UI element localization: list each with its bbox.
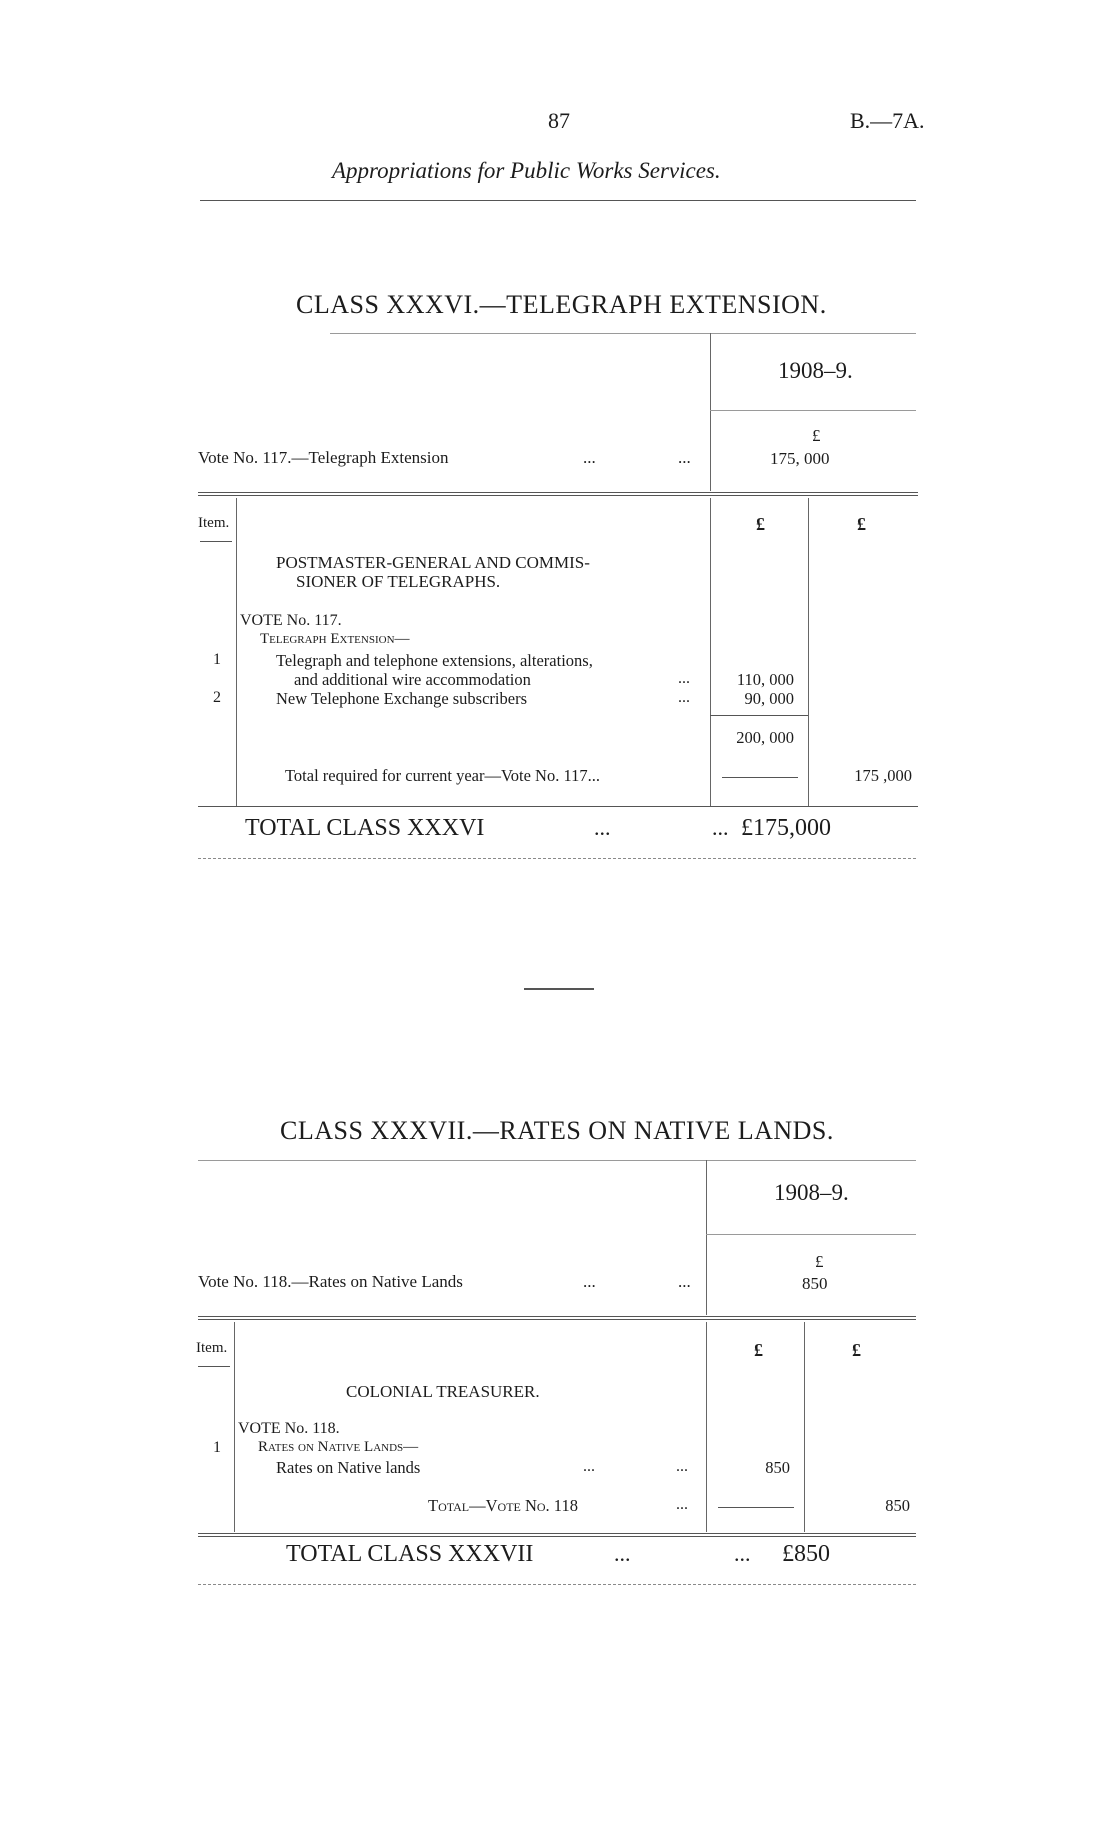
- item-2-description: New Telephone Exchange subscribers: [276, 689, 527, 708]
- class-37-item-header: Item.: [196, 1340, 228, 1356]
- section-separator: [524, 988, 594, 990]
- class-36-year-rule: [710, 410, 916, 411]
- class-36-table-top-rule: [198, 492, 918, 496]
- class-37-total-dots-2: ...: [734, 1541, 751, 1566]
- class-37-total-dots-1: ...: [614, 1541, 631, 1566]
- vote-117-subhead: Telegraph Extension—: [260, 631, 410, 647]
- item-37-1-dots-1: ...: [583, 1458, 595, 1475]
- class-36-subtotal: 200, 000: [736, 728, 794, 747]
- item-37-1-description: Rates on Native lands: [276, 1458, 421, 1477]
- item-37-1-number: 1: [213, 1439, 221, 1456]
- class-37-summary-divider: [706, 1160, 707, 1315]
- class-36-title-rule: [330, 333, 916, 334]
- item-1-number: 1: [213, 651, 221, 668]
- class-37-total-label: TOTAL CLASS XXXVII: [286, 1541, 534, 1567]
- vote-118-amount: 850: [802, 1274, 828, 1293]
- item-2-amount: 90, 000: [744, 689, 794, 708]
- class-36-col2-currency: £: [857, 514, 866, 534]
- class-37-col1-currency: £: [754, 1340, 763, 1360]
- class-36-summary-divider: [710, 333, 711, 491]
- page-number: 87: [548, 108, 570, 133]
- item-1-description-line-1: Telegraph and telephone extensions, alterations,: [276, 651, 593, 670]
- page-subtitle: Appropriations for Public Works Services.: [332, 158, 721, 183]
- class-36-total-label: TOTAL CLASS XXXVI: [245, 815, 485, 841]
- class-37-currency: £: [815, 1252, 824, 1271]
- class-36-bottom-rule: [198, 858, 916, 859]
- class-37-item-col-line: [234, 1322, 235, 1532]
- item-37-1-amount: 850: [765, 1458, 790, 1477]
- class-37-total-amount: £850: [782, 1541, 830, 1567]
- class-36-currency: £: [812, 426, 821, 445]
- class-36-title: CLASS XXXVI.—TELEGRAPH EXTENSION.: [296, 290, 827, 319]
- item-1-description-line-2: and additional wire accommodation: [294, 670, 531, 689]
- class-37-item-header-rule: [198, 1366, 230, 1367]
- vote-118-subhead: Rates on Native Lands—: [258, 1439, 419, 1455]
- class-36-total-amount: £175,000: [741, 815, 831, 841]
- vote-118-total-dash: [718, 1507, 794, 1508]
- header-rule: [200, 200, 916, 201]
- class-37-amount-col-line: [706, 1322, 707, 1532]
- class-37-title: CLASS XXXVII.—RATES ON NATIVE LANDS.: [280, 1116, 834, 1145]
- vote-118-number: VOTE No. 118.: [238, 1420, 340, 1437]
- class-37-col2-currency: £: [852, 1340, 861, 1360]
- item-2-dots: ...: [678, 689, 690, 706]
- item-1-amount: 110, 000: [736, 670, 794, 689]
- class-36-total-dots-2: ...: [712, 815, 729, 840]
- vote-117-total-amount: 175 ,000: [854, 766, 912, 785]
- class-37-year: 1908–9.: [774, 1180, 849, 1205]
- document-reference: B.—7A.: [850, 108, 925, 133]
- class-36-table-bottom-rule: [198, 806, 918, 807]
- vote-118-total-dots: ...: [676, 1496, 688, 1513]
- vote-117-dots-1: ...: [583, 448, 596, 467]
- vote-117-total-dash: [722, 777, 798, 778]
- class-36-department-line-2: SIONER OF TELEGRAPHS.: [296, 572, 501, 591]
- class-36-item-header-rule: [200, 541, 232, 542]
- vote-118-total-amount: 850: [885, 1496, 910, 1515]
- vote-117-number: VOTE No. 117.: [240, 612, 342, 629]
- vote-118-label: Vote No. 118.—Rates on Native Lands: [198, 1272, 463, 1291]
- vote-117-dots-2: ...: [678, 448, 691, 467]
- item-37-1-dots-2: ...: [676, 1458, 688, 1475]
- vote-117-label: Vote No. 117.—Telegraph Extension: [198, 448, 449, 467]
- class-36-year: 1908–9.: [778, 358, 853, 383]
- class-37-title-rule: [198, 1160, 916, 1161]
- vote-118-dots-1: ...: [583, 1272, 596, 1291]
- class-37-total-col-line: [804, 1322, 805, 1532]
- vote-117-amount: 175, 000: [770, 449, 830, 468]
- class-36-total-dots-1: ...: [594, 815, 611, 840]
- class-37-table-top-rule: [198, 1316, 916, 1320]
- class-37-bottom-rule: [198, 1584, 916, 1585]
- class-36-item-header: Item.: [198, 515, 230, 531]
- vote-118-dots-2: ...: [678, 1272, 691, 1291]
- class-36-department-line-1: POSTMASTER-GENERAL AND COMMIS-: [276, 553, 590, 572]
- vote-118-total-label: Total—Vote No. 118: [428, 1496, 578, 1515]
- item-2-number: 2: [213, 689, 221, 706]
- class-36-col1-currency: £: [756, 514, 765, 534]
- class-36-subtotal-rule: [710, 715, 808, 716]
- class-36-amount-col-line: [710, 498, 711, 806]
- class-37-table-bottom-rule: [198, 1533, 916, 1537]
- class-36-item-col-line: [236, 498, 237, 806]
- class-36-total-col-line: [808, 498, 809, 806]
- class-37-department: COLONIAL TREASURER.: [346, 1382, 540, 1401]
- vote-117-total-label: Total required for current year—Vote No. 117...: [285, 766, 600, 785]
- item-1-dots: ...: [678, 670, 690, 687]
- class-37-year-rule: [706, 1234, 916, 1235]
